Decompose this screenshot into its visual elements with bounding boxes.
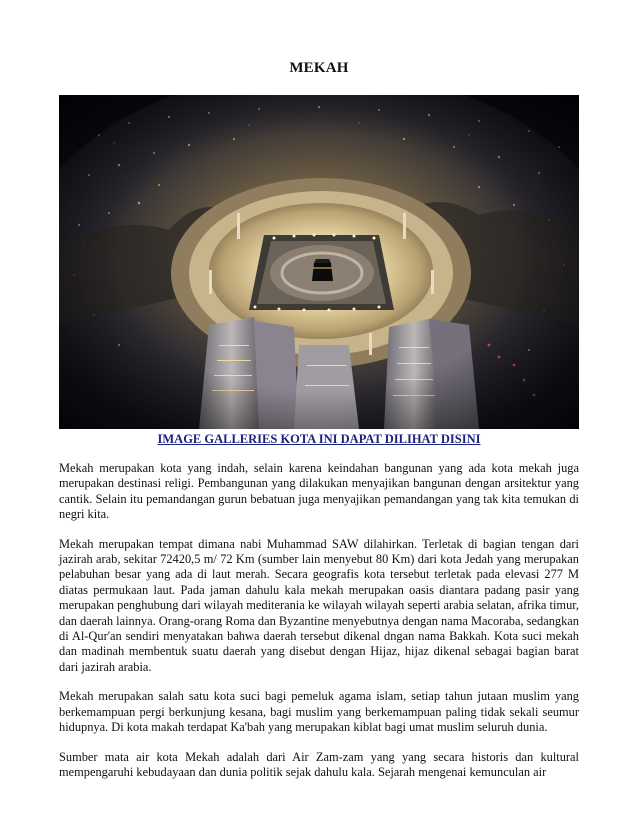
paragraph: Mekah merupakan tempat dimana nabi Muhammad SAW dilahirkan. Terletak di bagian tengan dari jazirah arab, sekitar 72420,5 m/ 72 Km (sumber lain menyebut 80 Km) dari kota Jedah yang merupakan pelabuhan besar yang ada di laut merah. Secara geografis kota tersebut terletak pada elevasi 277 M diatas permukaan laut. Pada jaman dahulu kala mekah merupakan oasis diantara padang pasir yang merupakan penghubung dari wilayah mediterania ke wilayah wilayah seperti arabia selatan, afrika timur, dan daerah lainnya. Orang-orang Roma dan Byzantine menyebutnya dengan nama Macoraba, sedangkan di Al-Qur'an sendiri menyatakan bahwa daerah tersebut dikenal dngan nama Bakkah. Kota suci mekah dan madinah membentuk suatu daerah yang disebut dengan Hijaz, hijaz dikenal sebagai bagian barat dari jazirah arabia. bbox=[59, 536, 579, 674]
paragraph: Mekah merupakan kota yang indah, selain karena keindahan bangunan yang ada kota mekah juga merupakan destinasi religi. Pembangunan yang dilakukan menyajikan bangunan dengan arsitektur yang cantik. Selain itu pemandangan gurun bebatuan juga menyajikan pemandangan yang tak kita temukan di negri kita. bbox=[59, 461, 579, 522]
paragraph: Sumber mata air kota Mekah adalah dari Air Zam-zam yang yang secara historis dan kultural mempengaruhi kebudayaan dan dunia politik sejak dahulu kala. Sejarah mengenai kemunculan air bbox=[59, 749, 579, 779]
article-body bbox=[59, 461, 579, 794]
page-title: MEKAH bbox=[289, 60, 349, 76]
mecca-aerial-photo bbox=[59, 95, 579, 429]
photo-illustration bbox=[59, 95, 579, 429]
paragraph: Mekah merupakan salah satu kota suci bagi pemeluk agama islam, setiap tahun jutaan muslim yang berkemampuan pergi berkunjung kesana, bagi muslim yang berkemampuan paling tidak sekali seumur hidupnya. Di kota makah terdapat Ka'bah yang merupakan kiblat bagi umat muslim seluruh dunia. bbox=[59, 689, 579, 735]
image-gallery-link[interactable]: IMAGE GALLERIES KOTA INI DAPAT DILIHAT DISINI bbox=[157, 432, 481, 446]
